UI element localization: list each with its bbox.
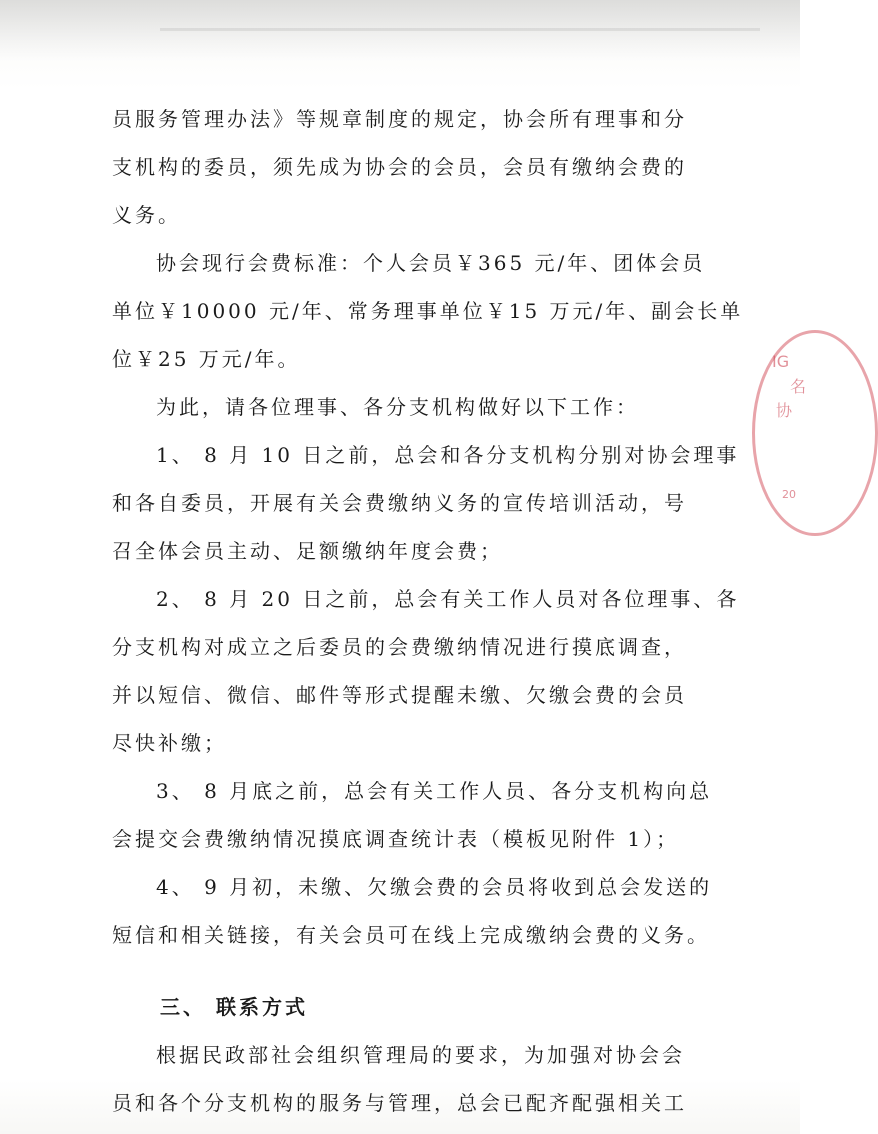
text-line: 单位￥10000 元/年、常务理事单位￥15 万元/年、副会长单 xyxy=(112,299,744,323)
red-seal-stamp xyxy=(752,330,878,536)
text-line: 尽快补缴； xyxy=(112,731,227,755)
text-line: 会提交会费缴纳情况摸底调查统计表（模板见附件 1）； xyxy=(112,827,680,851)
section-heading: 三、 联系方式 xyxy=(160,995,308,1019)
text-line: 1、 8 月 10 日之前，总会和各分支机构分别对协会理事 xyxy=(156,443,740,467)
seal-text: IG xyxy=(772,352,790,371)
seal-text: 名 xyxy=(790,377,807,396)
text-line: 员和各个分支机构的服务与管理，总会已配齐配强相关工 xyxy=(112,1091,687,1115)
text-line: 召全体会员主动、足额缴纳年度会费； xyxy=(112,539,503,563)
text-line: 协会现行会费标准：个人会员￥365 元/年、团体会员 xyxy=(156,251,706,275)
text-line: 为此，请各位理事、各分支机构做好以下工作： xyxy=(156,395,639,419)
text-line: 和各自委员，开展有关会费缴纳义务的宣传培训活动，号 xyxy=(112,491,687,515)
text-line: 支机构的委员，须先成为协会的会员，会员有缴纳会费的 xyxy=(112,155,687,179)
text-line: 分支机构对成立之后委员的会费缴纳情况进行摸底调查， xyxy=(112,635,687,659)
seal-text: 20 xyxy=(782,488,796,501)
text-line: 4、 9 月初，未缴、欠缴会费的会员将收到总会发送的 xyxy=(156,875,713,899)
scan-artifact xyxy=(160,28,760,31)
text-line: 义务。 xyxy=(112,203,181,227)
text-line: 短信和相关链接，有关会员可在线上完成缴纳会费的义务。 xyxy=(112,923,710,947)
text-line: 3、 8 月底之前，总会有关工作人员、各分支机构向总 xyxy=(156,779,713,803)
text-line: 2、 8 月 20 日之前，总会有关工作人员对各位理事、各 xyxy=(156,587,740,611)
text-line: 员服务管理办法》等规章制度的规定，协会所有理事和分 xyxy=(112,107,687,131)
text-line: 根据民政部社会组织管理局的要求，为加强对协会会 xyxy=(156,1043,685,1067)
text-line: 位￥25 万元/年。 xyxy=(112,347,301,371)
seal-text: 协 xyxy=(776,401,793,420)
text-line: 并以短信、微信、邮件等形式提醒未缴、欠缴会费的会员 xyxy=(112,683,687,707)
